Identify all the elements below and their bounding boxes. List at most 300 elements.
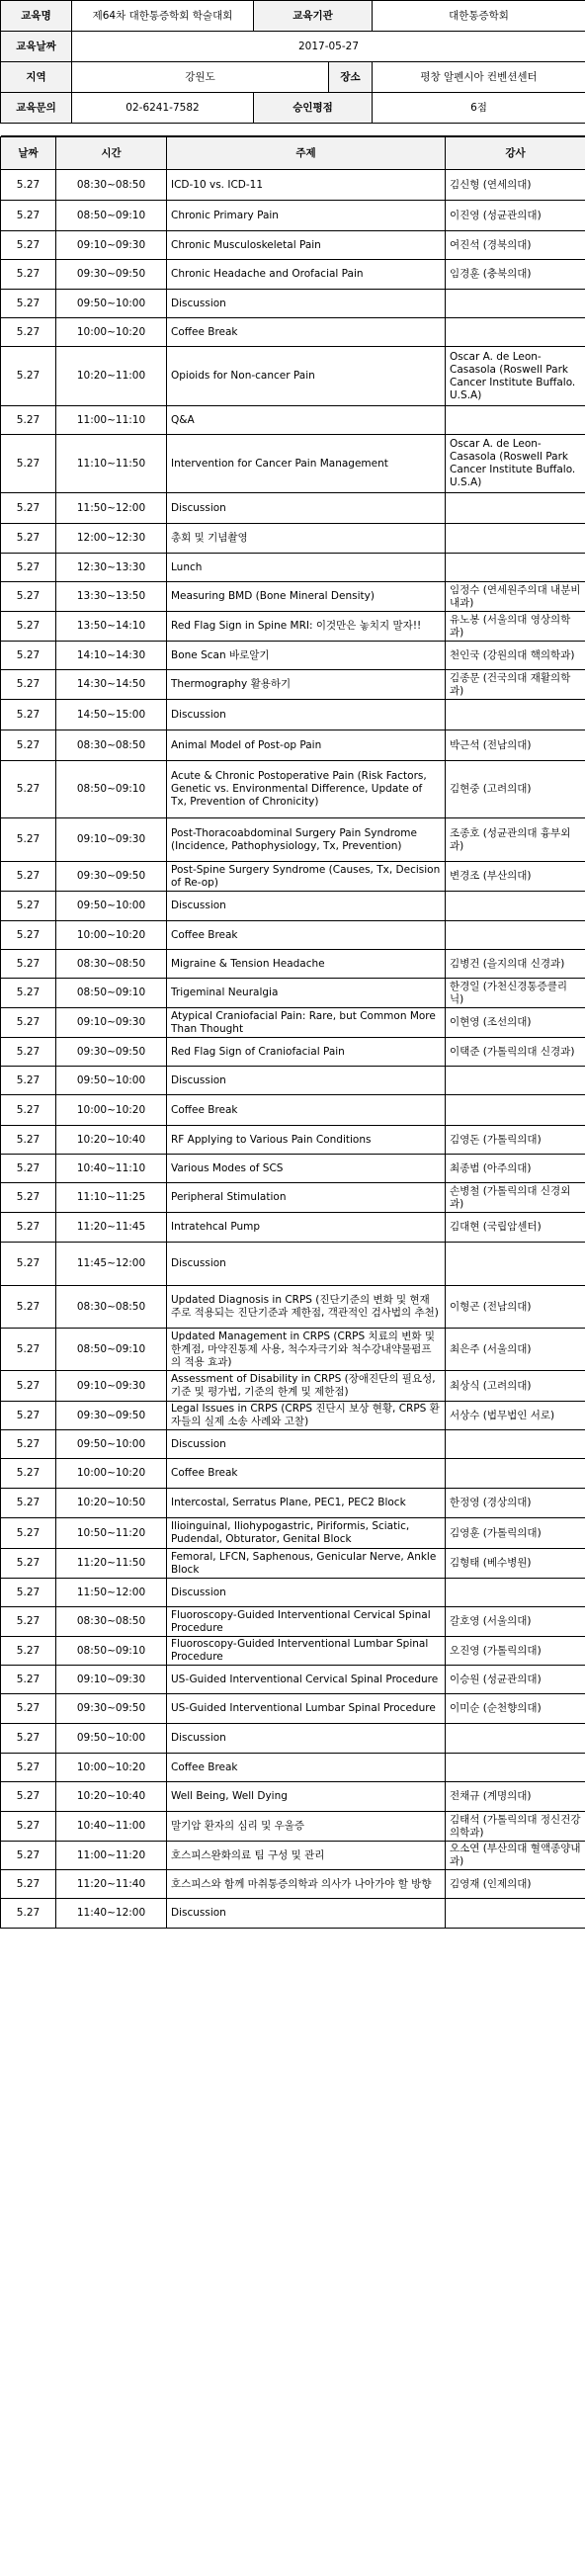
cell-date: 5.27 bbox=[1, 1899, 56, 1929]
cell-topic: Discussion bbox=[167, 493, 446, 524]
cell-lecturer: 김신형 (연세의대) bbox=[446, 170, 585, 201]
cell-date: 5.27 bbox=[1, 406, 56, 435]
cell-lecturer: 천인국 (강원의대 핵의학과) bbox=[446, 642, 585, 670]
cell-topic: RF Applying to Various Pain Conditions bbox=[167, 1126, 446, 1155]
cell-date: 5.27 bbox=[1, 1286, 56, 1329]
cell-time: 08:30~08:50 bbox=[56, 1607, 167, 1637]
cell-date: 5.27 bbox=[1, 700, 56, 730]
cell-lecturer: 전채규 (계명의대) bbox=[446, 1782, 585, 1812]
cell-time: 10:00~10:20 bbox=[56, 318, 167, 347]
table-row bbox=[1, 1870, 585, 1899]
table-row bbox=[1, 406, 585, 435]
cell-time: 12:00~12:30 bbox=[56, 524, 167, 554]
contact: 02-6241-7582 bbox=[72, 93, 254, 124]
cell-topic: Atypical Craniofacial Pain: Rare, but Common More Than Thought bbox=[167, 1008, 446, 1038]
cell-time: 10:00~10:20 bbox=[56, 1095, 167, 1126]
cell-topic: Red Flag Sign in Spine MRI: 이것만은 놓치지 말자!! bbox=[167, 612, 446, 642]
table-row bbox=[1, 1899, 585, 1929]
cell-date: 5.27 bbox=[1, 921, 56, 950]
cell-lecturer bbox=[446, 554, 585, 582]
cell-topic: Post-Thoracoabdominal Surgery Pain Syndrome (Incidence, Pathophysiology, Tx, Prevention) bbox=[167, 818, 446, 862]
cell-topic: Various Modes of SCS bbox=[167, 1155, 446, 1183]
cell-date: 5.27 bbox=[1, 1782, 56, 1812]
cell-time: 11:10~11:50 bbox=[56, 435, 167, 493]
table-row bbox=[1, 1694, 585, 1724]
cell-lecturer: 서상수 (법무법인 서로) bbox=[446, 1402, 585, 1430]
cell-date: 5.27 bbox=[1, 1489, 56, 1518]
cell-time: 10:50~11:20 bbox=[56, 1518, 167, 1549]
table-row bbox=[1, 1286, 585, 1329]
cell-topic: Discussion bbox=[167, 1430, 446, 1459]
cell-lecturer bbox=[446, 1095, 585, 1126]
cell-lecturer: Oscar A. de Leon-Casasola (Roswell Park Cancer Institute Buffalo. U.S.A) bbox=[446, 347, 585, 406]
cell-date: 5.27 bbox=[1, 582, 56, 612]
cell-lecturer bbox=[446, 1430, 585, 1459]
place-label: 장소 bbox=[329, 62, 373, 93]
info-row-name bbox=[1, 1, 585, 32]
cell-lecturer: 손병철 (가톨릭의대 신경외과) bbox=[446, 1183, 585, 1213]
cell-time: 10:20~11:00 bbox=[56, 347, 167, 406]
cell-lecturer: 임경훈 (충북의대) bbox=[446, 260, 585, 290]
table-row bbox=[1, 730, 585, 761]
table-row bbox=[1, 1155, 585, 1183]
region-label: 지역 bbox=[1, 62, 72, 93]
cell-lecturer: 한정영 (경상의대) bbox=[446, 1489, 585, 1518]
cell-date: 5.27 bbox=[1, 1579, 56, 1607]
cell-date: 5.27 bbox=[1, 231, 56, 260]
org: 대한통증학회 bbox=[373, 1, 585, 32]
table-row bbox=[1, 1459, 585, 1489]
cell-date: 5.27 bbox=[1, 1754, 56, 1782]
cell-lecturer: 이형곤 (전남의대) bbox=[446, 1286, 585, 1329]
table-row bbox=[1, 818, 585, 862]
table-row bbox=[1, 1183, 585, 1213]
cell-lecturer bbox=[446, 290, 585, 318]
edu-date: 2017-05-27 bbox=[72, 32, 585, 62]
table-row bbox=[1, 1724, 585, 1754]
cell-lecturer bbox=[446, 892, 585, 921]
header-time: 시간 bbox=[56, 137, 167, 170]
cell-lecturer: 오진영 (가톨릭의대) bbox=[446, 1637, 585, 1666]
credit-label: 승인평점 bbox=[254, 93, 373, 124]
cell-lecturer bbox=[446, 921, 585, 950]
cell-time: 10:20~10:40 bbox=[56, 1782, 167, 1812]
table-row bbox=[1, 700, 585, 730]
cell-lecturer: 김영재 (인제의대) bbox=[446, 1870, 585, 1899]
table-row bbox=[1, 761, 585, 818]
cell-topic: US-Guided Interventional Lumbar Spinal Procedure bbox=[167, 1694, 446, 1724]
cell-time: 10:40~11:10 bbox=[56, 1155, 167, 1183]
cell-lecturer: 박근석 (전남의대) bbox=[446, 730, 585, 761]
cell-time: 08:50~09:10 bbox=[56, 979, 167, 1008]
edu-name-label: 교육명 bbox=[1, 1, 72, 32]
cell-topic: Red Flag Sign of Craniofacial Pain bbox=[167, 1038, 446, 1067]
cell-date: 5.27 bbox=[1, 892, 56, 921]
table-row bbox=[1, 347, 585, 406]
cell-time: 09:50~10:00 bbox=[56, 290, 167, 318]
table-row bbox=[1, 170, 585, 201]
cell-lecturer bbox=[446, 524, 585, 554]
cell-date: 5.27 bbox=[1, 1067, 56, 1095]
cell-time: 09:30~09:50 bbox=[56, 1694, 167, 1724]
cell-time: 09:10~09:30 bbox=[56, 1008, 167, 1038]
cell-date: 5.27 bbox=[1, 670, 56, 700]
cell-topic: Coffee Break bbox=[167, 921, 446, 950]
cell-time: 08:50~09:10 bbox=[56, 201, 167, 231]
cell-time: 13:50~14:10 bbox=[56, 612, 167, 642]
cell-lecturer bbox=[446, 318, 585, 347]
cell-time: 11:00~11:10 bbox=[56, 406, 167, 435]
table-row bbox=[1, 231, 585, 260]
contact-label: 교육문의 bbox=[1, 93, 72, 124]
table-row bbox=[1, 1842, 585, 1870]
table-row bbox=[1, 1782, 585, 1812]
cell-date: 5.27 bbox=[1, 818, 56, 862]
cell-topic: Discussion bbox=[167, 700, 446, 730]
cell-time: 08:30~08:50 bbox=[56, 1286, 167, 1329]
cell-date: 5.27 bbox=[1, 1842, 56, 1870]
cell-date: 5.27 bbox=[1, 979, 56, 1008]
spacer-cell bbox=[1, 124, 585, 136]
place: 평창 알펜시아 컨벤션센터 bbox=[373, 62, 585, 93]
cell-time: 09:30~09:50 bbox=[56, 1038, 167, 1067]
cell-date: 5.27 bbox=[1, 950, 56, 979]
cell-lecturer: 김현중 (고려의대) bbox=[446, 761, 585, 818]
cell-topic: Coffee Break bbox=[167, 1754, 446, 1782]
cell-time: 14:10~14:30 bbox=[56, 642, 167, 670]
table-row bbox=[1, 979, 585, 1008]
cell-lecturer: 임정수 (연세원주의대 내분비내과) bbox=[446, 582, 585, 612]
cell-time: 12:30~13:30 bbox=[56, 554, 167, 582]
cell-lecturer: 김병건 (을지의대 신경과) bbox=[446, 950, 585, 979]
cell-topic: Lunch bbox=[167, 554, 446, 582]
cell-lecturer bbox=[446, 1243, 585, 1286]
table-row bbox=[1, 1518, 585, 1549]
cell-lecturer: 조종호 (성균관의대 흉부외과) bbox=[446, 818, 585, 862]
cell-topic: Migraine & Tension Headache bbox=[167, 950, 446, 979]
cell-lecturer: 여진석 (경북의대) bbox=[446, 231, 585, 260]
cell-date: 5.27 bbox=[1, 1518, 56, 1549]
cell-lecturer: 이택준 (가톨릭의대 신경과) bbox=[446, 1038, 585, 1067]
table-row bbox=[1, 1038, 585, 1067]
table-row bbox=[1, 612, 585, 642]
table-row bbox=[1, 1812, 585, 1842]
cell-date: 5.27 bbox=[1, 1008, 56, 1038]
cell-topic: Opioids for Non-cancer Pain bbox=[167, 347, 446, 406]
cell-lecturer: 김영훈 (가톨릭의대) bbox=[446, 1518, 585, 1549]
cell-topic: Legal Issues in CRPS (CRPS 진단시 보상 현황, CRPS 환자들의 실제 소송 사례와 고찰) bbox=[167, 1402, 446, 1430]
cell-topic: ICD-10 vs. ICD-11 bbox=[167, 170, 446, 201]
cell-topic: Fluoroscopy-Guided Interventional Cervical Spinal Procedure bbox=[167, 1607, 446, 1637]
cell-date: 5.27 bbox=[1, 1637, 56, 1666]
cell-date: 5.27 bbox=[1, 1371, 56, 1402]
schedule-header-row bbox=[1, 137, 585, 170]
cell-time: 09:30~09:50 bbox=[56, 1402, 167, 1430]
cell-topic: Intratehcal Pump bbox=[167, 1213, 446, 1243]
cell-time: 08:50~09:10 bbox=[56, 761, 167, 818]
cell-topic: Coffee Break bbox=[167, 1459, 446, 1489]
cell-date: 5.27 bbox=[1, 1038, 56, 1067]
table-row bbox=[1, 1754, 585, 1782]
table-row bbox=[1, 921, 585, 950]
table-row bbox=[1, 862, 585, 892]
cell-topic: Ilioinguinal, Iliohypogastric, Piriformis, Sciatic, Pudendal, Obturator, Genital Block bbox=[167, 1518, 446, 1549]
cell-time: 09:10~09:30 bbox=[56, 231, 167, 260]
cell-topic: Femoral, LFCN, Saphenous, Genicular Nerve, Ankle Block bbox=[167, 1549, 446, 1579]
cell-topic: Chronic Primary Pain bbox=[167, 201, 446, 231]
date-label: 교육날짜 bbox=[1, 32, 72, 62]
table-row bbox=[1, 524, 585, 554]
cell-lecturer: 이진영 (성균관의대) bbox=[446, 201, 585, 231]
cell-time: 10:20~10:40 bbox=[56, 1126, 167, 1155]
cell-topic: Coffee Break bbox=[167, 1095, 446, 1126]
cell-lecturer: 오소연 (부산의대 혈액종양내과) bbox=[446, 1842, 585, 1870]
cell-topic: Chronic Headache and Orofacial Pain bbox=[167, 260, 446, 290]
cell-lecturer bbox=[446, 1754, 585, 1782]
cell-time: 11:20~11:45 bbox=[56, 1213, 167, 1243]
cell-time: 11:40~12:00 bbox=[56, 1899, 167, 1929]
region: 강원도 bbox=[72, 62, 329, 93]
table-row bbox=[1, 1243, 585, 1286]
table-row bbox=[1, 1126, 585, 1155]
cell-time: 09:50~10:00 bbox=[56, 1724, 167, 1754]
schedule-table bbox=[0, 136, 585, 1929]
table-row bbox=[1, 1329, 585, 1371]
table-row bbox=[1, 950, 585, 979]
table-row bbox=[1, 1402, 585, 1430]
cell-time: 10:00~10:20 bbox=[56, 1754, 167, 1782]
cell-date: 5.27 bbox=[1, 1549, 56, 1579]
cell-date: 5.27 bbox=[1, 554, 56, 582]
table-row bbox=[1, 670, 585, 700]
table-row bbox=[1, 1549, 585, 1579]
cell-topic: 말기암 환자의 심리 및 우울증 bbox=[167, 1812, 446, 1842]
cell-time: 14:50~15:00 bbox=[56, 700, 167, 730]
cell-lecturer: 한경일 (가천신경통증클리닉) bbox=[446, 979, 585, 1008]
cell-lecturer: 김영돈 (가톨릭의대) bbox=[446, 1126, 585, 1155]
cell-date: 5.27 bbox=[1, 1402, 56, 1430]
cell-topic: Assessment of Disability in CRPS (장애진단의 필요성, 기준 및 평가법, 기준의 한계 및 제한점) bbox=[167, 1371, 446, 1402]
cell-topic: Post-Spine Surgery Syndrome (Causes, Tx, Decision of Re-op) bbox=[167, 862, 446, 892]
table-row bbox=[1, 1008, 585, 1038]
cell-lecturer bbox=[446, 1724, 585, 1754]
cell-topic: Measuring BMD (Bone Mineral Density) bbox=[167, 582, 446, 612]
table-row bbox=[1, 892, 585, 921]
credit: 6점 bbox=[373, 93, 585, 124]
cell-topic: Animal Model of Post-op Pain bbox=[167, 730, 446, 761]
cell-date: 5.27 bbox=[1, 493, 56, 524]
cell-date: 5.27 bbox=[1, 1459, 56, 1489]
cell-topic: US-Guided Interventional Cervical Spinal Procedure bbox=[167, 1666, 446, 1694]
table-row bbox=[1, 493, 585, 524]
cell-time: 10:00~10:20 bbox=[56, 921, 167, 950]
table-row bbox=[1, 318, 585, 347]
info-row-contact bbox=[1, 93, 585, 124]
cell-lecturer: 김대현 (국립암센터) bbox=[446, 1213, 585, 1243]
table-row bbox=[1, 582, 585, 612]
cell-lecturer bbox=[446, 1459, 585, 1489]
table-row bbox=[1, 1213, 585, 1243]
cell-lecturer: 최종범 (아주의대) bbox=[446, 1155, 585, 1183]
header-topic: 주제 bbox=[167, 137, 446, 170]
cell-date: 5.27 bbox=[1, 1666, 56, 1694]
info-row-date bbox=[1, 32, 585, 62]
cell-lecturer: 갈호영 (서울의대) bbox=[446, 1607, 585, 1637]
cell-time: 08:30~08:50 bbox=[56, 170, 167, 201]
cell-time: 10:00~10:20 bbox=[56, 1459, 167, 1489]
cell-topic: Discussion bbox=[167, 290, 446, 318]
cell-topic: Fluoroscopy-Guided Interventional Lumbar Spinal Procedure bbox=[167, 1637, 446, 1666]
cell-time: 11:00~11:20 bbox=[56, 1842, 167, 1870]
cell-topic: Q&A bbox=[167, 406, 446, 435]
cell-topic: Intercostal, Serratus Plane, PEC1, PEC2 Block bbox=[167, 1489, 446, 1518]
cell-time: 10:40~11:00 bbox=[56, 1812, 167, 1842]
cell-date: 5.27 bbox=[1, 1243, 56, 1286]
edu-name: 제64차 대한통증학회 학술대회 bbox=[72, 1, 254, 32]
cell-lecturer bbox=[446, 1579, 585, 1607]
table-row bbox=[1, 1637, 585, 1666]
cell-topic: 호스피스와 함께 마취통증의학과 의사가 나아가야 할 방향 bbox=[167, 1870, 446, 1899]
cell-lecturer: Oscar A. de Leon-Casasola (Roswell Park Cancer Institute Buffalo. U.S.A) bbox=[446, 435, 585, 493]
cell-lecturer: 이승원 (성균관의대) bbox=[446, 1666, 585, 1694]
cell-date: 5.27 bbox=[1, 201, 56, 231]
header-lecturer: 강사 bbox=[446, 137, 585, 170]
cell-time: 09:50~10:00 bbox=[56, 1067, 167, 1095]
cell-time: 09:10~09:30 bbox=[56, 818, 167, 862]
cell-lecturer bbox=[446, 406, 585, 435]
course-info-table bbox=[0, 0, 585, 136]
cell-time: 08:30~08:50 bbox=[56, 730, 167, 761]
table-row bbox=[1, 260, 585, 290]
info-spacer bbox=[1, 124, 585, 136]
table-row bbox=[1, 1371, 585, 1402]
cell-time: 11:20~11:50 bbox=[56, 1549, 167, 1579]
cell-topic: Coffee Break bbox=[167, 318, 446, 347]
table-row bbox=[1, 642, 585, 670]
cell-topic: Discussion bbox=[167, 1243, 446, 1286]
cell-time: 09:10~09:30 bbox=[56, 1666, 167, 1694]
cell-time: 08:30~08:50 bbox=[56, 950, 167, 979]
cell-date: 5.27 bbox=[1, 1724, 56, 1754]
cell-lecturer: 최은주 (서울의대) bbox=[446, 1329, 585, 1371]
cell-lecturer: 김형태 (베수병원) bbox=[446, 1549, 585, 1579]
cell-date: 5.27 bbox=[1, 761, 56, 818]
cell-date: 5.27 bbox=[1, 1430, 56, 1459]
cell-topic: Chronic Musculoskeletal Pain bbox=[167, 231, 446, 260]
table-row bbox=[1, 1430, 585, 1459]
cell-time: 11:50~12:00 bbox=[56, 1579, 167, 1607]
table-row bbox=[1, 290, 585, 318]
table-row bbox=[1, 1067, 585, 1095]
cell-date: 5.27 bbox=[1, 1126, 56, 1155]
cell-time: 11:10~11:25 bbox=[56, 1183, 167, 1213]
cell-date: 5.27 bbox=[1, 1329, 56, 1371]
header-date: 날짜 bbox=[1, 137, 56, 170]
cell-date: 5.27 bbox=[1, 1607, 56, 1637]
table-row bbox=[1, 554, 585, 582]
cell-topic: Intervention for Cancer Pain Management bbox=[167, 435, 446, 493]
cell-lecturer bbox=[446, 1899, 585, 1929]
schedule-body bbox=[1, 170, 585, 1929]
cell-lecturer: 변경조 (부산의대) bbox=[446, 862, 585, 892]
cell-lecturer: 이현영 (조선의대) bbox=[446, 1008, 585, 1038]
cell-date: 5.27 bbox=[1, 1213, 56, 1243]
cell-topic: Discussion bbox=[167, 892, 446, 921]
cell-date: 5.27 bbox=[1, 290, 56, 318]
cell-date: 5.27 bbox=[1, 862, 56, 892]
cell-date: 5.27 bbox=[1, 347, 56, 406]
cell-topic: Trigeminal Neuralgia bbox=[167, 979, 446, 1008]
cell-lecturer: 김태석 (가톨릭의대 정신건강의학과) bbox=[446, 1812, 585, 1842]
cell-time: 11:20~11:40 bbox=[56, 1870, 167, 1899]
cell-topic: Peripheral Stimulation bbox=[167, 1183, 446, 1213]
cell-topic: Acute & Chronic Postoperative Pain (Risk Factors, Genetic vs. Environmental Difference, Update of Tx, Prevention of Chronicity) bbox=[167, 761, 446, 818]
cell-topic: Thermography 활용하기 bbox=[167, 670, 446, 700]
cell-topic: Well Being, Well Dying bbox=[167, 1782, 446, 1812]
info-row-region bbox=[1, 62, 585, 93]
cell-lecturer: 김종문 (건국의대 재활의학과) bbox=[446, 670, 585, 700]
cell-date: 5.27 bbox=[1, 260, 56, 290]
cell-topic: Discussion bbox=[167, 1724, 446, 1754]
cell-lecturer: 최상식 (고려의대) bbox=[446, 1371, 585, 1402]
table-row bbox=[1, 201, 585, 231]
cell-date: 5.27 bbox=[1, 1694, 56, 1724]
table-row bbox=[1, 1579, 585, 1607]
cell-date: 5.27 bbox=[1, 1155, 56, 1183]
cell-date: 5.27 bbox=[1, 524, 56, 554]
cell-time: 14:30~14:50 bbox=[56, 670, 167, 700]
cell-date: 5.27 bbox=[1, 1095, 56, 1126]
cell-lecturer: 유노봉 (서울의대 영상의학과) bbox=[446, 612, 585, 642]
cell-topic: Bone Scan 바로알기 bbox=[167, 642, 446, 670]
cell-date: 5.27 bbox=[1, 435, 56, 493]
cell-time: 10:20~10:50 bbox=[56, 1489, 167, 1518]
cell-date: 5.27 bbox=[1, 1812, 56, 1842]
cell-topic: Discussion bbox=[167, 1899, 446, 1929]
cell-topic: Updated Diagnosis in CRPS (진단기준의 변화 및 현재 주로 적용되는 진단기준과 제한점, 객관적인 검사법의 추천) bbox=[167, 1286, 446, 1329]
cell-lecturer bbox=[446, 700, 585, 730]
table-row bbox=[1, 1666, 585, 1694]
cell-time: 13:30~13:50 bbox=[56, 582, 167, 612]
cell-time: 09:50~10:00 bbox=[56, 1430, 167, 1459]
table-row bbox=[1, 1607, 585, 1637]
cell-lecturer: 이미순 (순천향의대) bbox=[446, 1694, 585, 1724]
cell-topic: 호스피스완화의료 팀 구성 및 관리 bbox=[167, 1842, 446, 1870]
cell-topic: 총회 및 기념촬영 bbox=[167, 524, 446, 554]
table-row bbox=[1, 1489, 585, 1518]
cell-time: 11:50~12:00 bbox=[56, 493, 167, 524]
cell-date: 5.27 bbox=[1, 170, 56, 201]
cell-time: 09:30~09:50 bbox=[56, 862, 167, 892]
cell-date: 5.27 bbox=[1, 318, 56, 347]
cell-date: 5.27 bbox=[1, 730, 56, 761]
cell-topic: Discussion bbox=[167, 1067, 446, 1095]
cell-date: 5.27 bbox=[1, 1870, 56, 1899]
cell-time: 08:50~09:10 bbox=[56, 1329, 167, 1371]
cell-time: 09:30~09:50 bbox=[56, 260, 167, 290]
cell-date: 5.27 bbox=[1, 612, 56, 642]
cell-time: 09:50~10:00 bbox=[56, 892, 167, 921]
cell-lecturer bbox=[446, 1067, 585, 1095]
table-row bbox=[1, 1095, 585, 1126]
cell-topic: Discussion bbox=[167, 1579, 446, 1607]
cell-date: 5.27 bbox=[1, 642, 56, 670]
cell-topic: Updated Management in CRPS (CRPS 치료의 변화 및 한계점, 마약진통제 사용, 척수자극기와 척수강내약물펌프의 적용 효과) bbox=[167, 1329, 446, 1371]
cell-lecturer bbox=[446, 493, 585, 524]
cell-time: 08:50~09:10 bbox=[56, 1637, 167, 1666]
cell-time: 09:10~09:30 bbox=[56, 1371, 167, 1402]
cell-date: 5.27 bbox=[1, 1183, 56, 1213]
